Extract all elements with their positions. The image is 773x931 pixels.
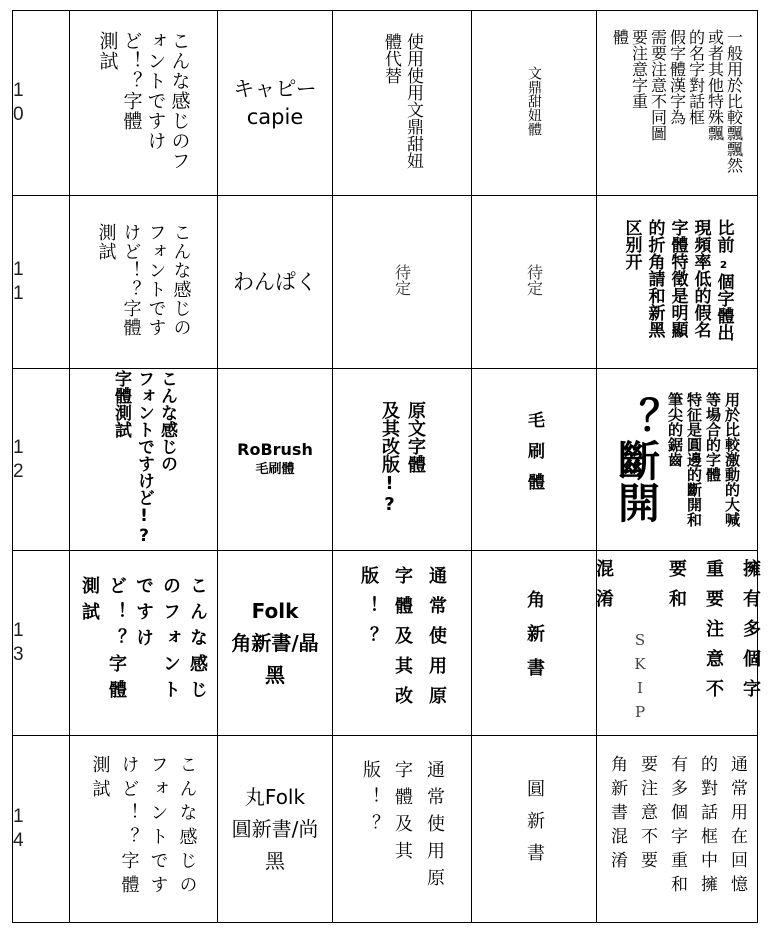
row-number: 1 1	[13, 196, 70, 369]
font-name-cell	[218, 11, 333, 196]
alt-font-cell	[472, 551, 597, 736]
note-big-text: ？斷開	[612, 396, 661, 523]
note-cell	[593, 551, 761, 736]
remark-text: 通常使用原 字體及其 版！？	[360, 759, 445, 895]
row-number: 1 4	[13, 736, 70, 923]
alt-font-cell	[472, 369, 597, 551]
alt-font-text: 圓新書	[524, 779, 545, 875]
remark-cell	[333, 11, 472, 196]
note-text: 擁有多個字 重要注意不 要和	[666, 559, 761, 709]
sample-text: こんな感じのフ ォントですけ ど！？字體 測試	[96, 31, 191, 171]
skip-text: SKIP	[631, 631, 649, 727]
sample-text: こんな感じの フォントですけど!? 字體測試	[111, 369, 177, 546]
sample-text-cell	[70, 11, 218, 196]
font-name: 丸Folk 圓新書/尚 黑	[231, 785, 319, 873]
font-name: キャピー capie	[233, 77, 317, 129]
alt-font-cell	[472, 11, 597, 196]
sample-text: こんな感じの フォントです けど！？字體 測試	[89, 755, 198, 899]
note-text: 用於比較激動的大喊 等場合的字體 特征是圓邊的斷開和 筆尖的鋸齒	[666, 392, 741, 527]
note-cell	[597, 736, 758, 923]
row-number: 1 3	[13, 551, 70, 736]
alt-font-cell	[472, 736, 597, 923]
font-name-cell	[218, 551, 333, 736]
remark-cell	[333, 196, 472, 369]
alt-font-text: 角新書	[524, 590, 545, 692]
note-cell	[597, 11, 758, 196]
note-cell	[597, 196, 758, 369]
sample-text-cell	[70, 551, 218, 736]
note-cell	[597, 369, 758, 551]
sample-text-cell	[70, 736, 218, 923]
remark-text: 通常使用原 字體及其改 版！？	[358, 566, 447, 716]
table-row	[13, 11, 758, 196]
table-row	[13, 551, 758, 736]
table-row	[13, 196, 758, 369]
note-text: 通常用在回憶 的對話框中擁 有多個字重和 要注意不要 角新書混淆	[607, 755, 747, 899]
font-name: Folk 角新書/晶 黑	[231, 599, 319, 687]
note-text: 一般用於比較飄飄然 或者其他特殊飄 的名字對話框 假字體漢字為 需要注意不同圖 要注意字重 體	[610, 29, 744, 173]
sample-text-cell	[70, 369, 218, 551]
remark-text: 待定	[392, 264, 412, 296]
remark-cell	[333, 551, 472, 736]
sample-text: こんな感じの フォントです けど！？字體 測試	[95, 223, 192, 337]
table-row	[13, 369, 758, 551]
remark-cell	[333, 369, 472, 551]
sample-text: こんな感じ のフォント ですけ ど！？字體 測試	[79, 576, 208, 706]
font-name-cell	[218, 736, 333, 923]
font-name: RoBrush 毛刷體	[237, 439, 313, 477]
font-name-cell	[218, 369, 333, 551]
row-number: 1 2	[13, 369, 70, 551]
remark-text: 原文字體 及其改版!?	[379, 400, 426, 515]
font-sample-table	[12, 10, 761, 923]
alt-font-text: 毛刷體	[524, 411, 544, 504]
remark-cell	[333, 736, 472, 923]
alt-font-cell	[472, 196, 597, 369]
alt-font-text: 待定	[524, 264, 544, 296]
note-extra-text: 混淆	[593, 559, 614, 619]
font-name-cell	[218, 196, 333, 369]
remark-text: 使用使用文鼎甜妞 體代替	[381, 33, 423, 169]
alt-font-text: 文鼎甜妞體	[526, 66, 542, 136]
font-name: わんぱく	[233, 270, 317, 294]
note-text: 比前₂個字體出 現頻率低的假名 字體特徵是明顯 的折角請和新黑 区别开	[621, 219, 734, 341]
sample-text-cell	[70, 196, 218, 369]
row-number: 1 0	[13, 11, 70, 196]
table-row	[13, 736, 758, 923]
